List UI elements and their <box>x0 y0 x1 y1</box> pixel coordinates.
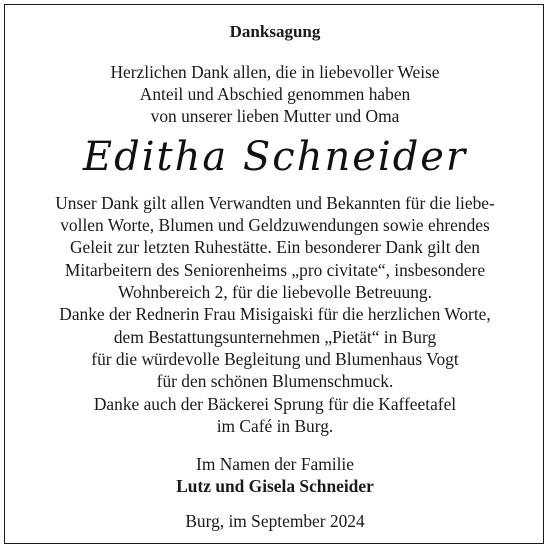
body-line: für die würdevolle Begleitung und Blumenhaus Vogt <box>91 349 459 369</box>
body-line: dem Bestattungsunternehmen „Pietät“ in Burg <box>113 327 437 347</box>
deceased-name: Editha Schneider <box>82 134 468 180</box>
body-line: vollen Worte, Blumen und Geldzuwendungen sowie ehrendes <box>60 215 490 235</box>
body-line: Wohnbereich 2, für die liebevolle Betreuung. <box>118 282 432 302</box>
notice-heading: Danksagung <box>229 22 321 41</box>
intro-line: Herzlichen Dank allen, die in liebevoller Weise <box>110 62 440 82</box>
signatories: Lutz und Gisela Schneider <box>176 476 374 496</box>
body-line: im Café in Burg. <box>216 416 334 436</box>
body-line: für den schönen Blumenschmuck. <box>156 371 394 391</box>
intro-line: Anteil und Abschied genommen haben <box>139 84 411 104</box>
body-line: Danke auch der Bäckerei Sprung für die Kaffeetafel <box>93 394 457 414</box>
place-date: Burg, im September 2024 <box>185 511 365 531</box>
intro-line: von unserer lieben Mutter und Oma <box>150 106 400 126</box>
body-line: Unser Dank gilt allen Verwandten und Bekannten für die liebe- <box>55 193 495 213</box>
body-line: Geleit zur letzten Ruhestätte. Ein besonderer Dank gilt den <box>70 237 480 257</box>
body-line: Mitarbeitern des Seniorenheims „pro civitate“, insbesondere <box>64 260 486 280</box>
body-line: Danke der Rednerin Frau Misigaiski für die herzlichen Worte, <box>59 304 491 324</box>
closing-line: Im Namen der Familie <box>196 454 354 474</box>
